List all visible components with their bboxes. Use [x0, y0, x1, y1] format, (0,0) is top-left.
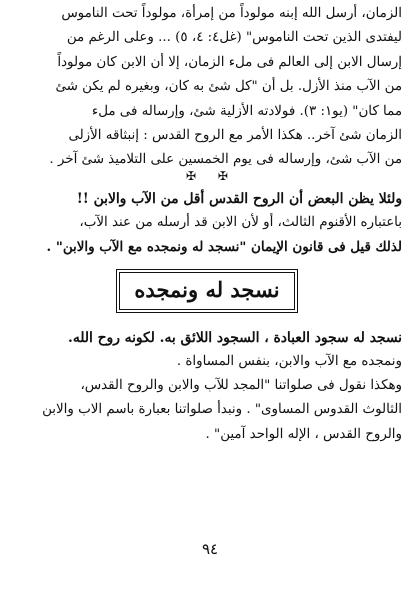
- text-line: ونمجده مع الآب والابن، بنفس المساواة .: [176, 353, 402, 369]
- cross-icon: ✠: [186, 168, 197, 183]
- boxed-title-wrap: [12, 272, 402, 310]
- text-line: لذلك قيل فى قانون الإيمان "نسجد له ونمجده مع الآب والابن" .: [46, 239, 402, 256]
- text-line: وهكذا نقول فى صلواتنا "المجد للآب والابن والروح القدس،: [80, 378, 402, 394]
- section-heading: ولئلا يظن البعض أن الروح القدس أقل من الآب والابن !!: [76, 190, 402, 207]
- page-number: ٩٤: [201, 540, 219, 558]
- cross-icon: ✠: [217, 168, 228, 183]
- text-line: مما كان" (يو١: ٣). فولادته الأزلية شئ، وإرساله فى ملء: [91, 103, 402, 119]
- text-line: من الآب منذ الأزل. بل أن "كل شئ به كان، وبغيره لم يكن شئ: [55, 79, 402, 95]
- text-line: الثالوث القدوس المساوى" . ونبدأ صلواتنا بعبارة باسم الاب والابن: [42, 402, 402, 418]
- text-line: إرسال الابن إلى العالم فى ملء الزمان، إلا أن الابن كان مولوداً: [57, 54, 402, 70]
- boxed-title: نسجد له ونمجده: [119, 272, 294, 310]
- text-line: من الآب شئ، وإرساله فى يوم الخمسين على التلاميذ شئ آخر .: [49, 152, 402, 168]
- text-line: الزمان، أرسل الله إبنه مولوداً من إمرأة، مولوداً تحت الناموس: [61, 6, 402, 21]
- paragraph-2: [12, 211, 402, 260]
- paragraph-1: [12, 2, 402, 173]
- section-heading: نسجد له سجود العبادة ، السجود اللائق به. لكونه روح الله.: [68, 329, 402, 346]
- text-line: ليفتدى الذين تحت الناموس" (غل٤: ٤، ٥) ... وعلى الرغم من: [66, 30, 402, 46]
- text-line: الزمان شئ آخر.. هكذا الأمر مع الروح القدس : إنبثاقه الأزلى: [68, 128, 402, 144]
- paragraph-3: [12, 350, 402, 448]
- text-line: باعتباره الأقنوم الثالث، أو لأن الابن قد أرسله من عند الآب،: [79, 214, 402, 230]
- text-line: والروح القدس ، الإله الواحد آمين" .: [205, 426, 402, 442]
